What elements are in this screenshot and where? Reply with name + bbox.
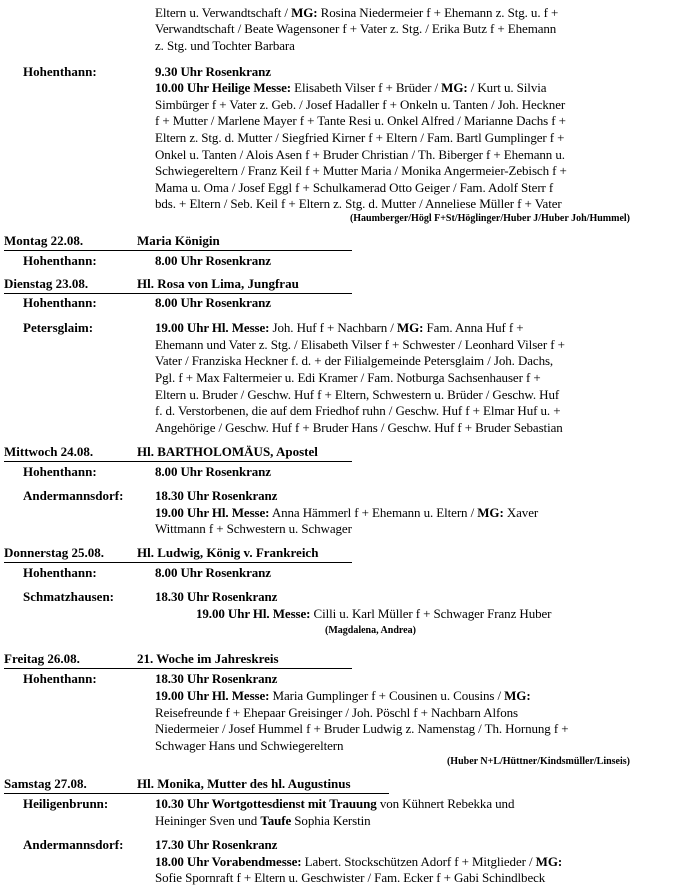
mass-line: Ehemann und Vater z. Stg. / Elisabeth Vilser f + Schwester / Leonhard Vilser f + xyxy=(155,337,565,352)
mass-line xyxy=(155,505,538,521)
day-header xyxy=(4,444,352,462)
mass-line xyxy=(155,688,531,704)
text: Fam. Anna Huf f + xyxy=(423,320,524,335)
day-date: Mittwoch 24.08. xyxy=(4,444,94,459)
text: Sophia Kerstin xyxy=(291,813,371,828)
mass-line xyxy=(155,320,524,336)
mass-label: 19.00 Uhr Hl. Messe: xyxy=(155,688,270,703)
day-header xyxy=(4,545,352,563)
mass-label: 19.00 Uhr Hl. Messe: xyxy=(196,606,311,621)
mass-line xyxy=(155,80,546,96)
location-label: Andermannsdorf: xyxy=(23,837,124,852)
mass-label: 10.00 Uhr Heilige Messe: xyxy=(155,80,291,95)
mass-line: Simbürger f + Vater z. Geb. / Josef Hadaller f + Onkeln u. Tanten / Joh. Heckner xyxy=(155,97,566,112)
mass-line: Pgl. f + Max Faltermeier u. Edi Kramer / Fam. Notburga Sachsenhauser f + xyxy=(155,370,541,385)
day-feast: Hl. Ludwig, König v. Frankreich xyxy=(137,545,319,560)
text: / Kurt u. Silvia xyxy=(467,80,547,95)
mg-label: MG: xyxy=(477,505,504,520)
day-feast: Maria Königin xyxy=(137,233,220,248)
location-label: Schmatzhausen: xyxy=(23,589,115,604)
day-date: Montag 22.08. xyxy=(4,233,84,248)
rosary-time: 18.30 Uhr Rosenkranz xyxy=(155,488,278,503)
rosary-time: 17.30 Uhr Rosenkranz xyxy=(155,837,278,852)
mass-line: Schwiegereltern / Franz Keil f + Mutter Maria / Monika Angermeier-Zebisch f + xyxy=(155,163,567,178)
location-label: Hohenthann: xyxy=(23,565,97,580)
day-header xyxy=(4,233,352,251)
mass-line xyxy=(196,606,551,622)
mass-line: Sofie Spornraft f + Eltern u. Geschwister / Fam. Ecker f + Gabi Schindlbeck xyxy=(155,870,546,885)
mass-line: Vater / Franziska Heckner f. d. + der Filialgemeinde Petersglaim / Joh. Dachs, xyxy=(155,353,554,368)
mass-line: Eltern z. Stg. d. Mutter / Siegfried Kirner f + Eltern / Fam. Bartl Gumplinger f + xyxy=(155,130,565,145)
mass-line: bds. + Eltern / Seb. Keil f + Eltern z. Stg. d. Mutter / Anneliese Müller f + Vater xyxy=(155,196,562,211)
mass-line: f + Mutter / Marlene Mayer f + Tante Resi u. Onkel Alfred / Marianne Dachs f + xyxy=(155,113,566,128)
rosary-time: 8.00 Uhr Rosenkranz xyxy=(155,464,271,479)
mass-line: Angehörige / Geschw. Huf f + Bruder Hans / Geschw. Huf f + Bruder Sebastian xyxy=(155,420,563,435)
text: Anna Hämmerl f + Ehemann u. Eltern / xyxy=(269,505,478,520)
day-header xyxy=(4,651,352,669)
mass-line: Reisefreunde f + Ehepaar Greisinger / Joh. Pöschl f + Nachbarn Alfons xyxy=(155,705,518,720)
day-feast: Hl. BARTHOLOMÄUS, Apostel xyxy=(137,444,318,459)
mass-label: 19.00 Uhr Hl. Messe: xyxy=(155,320,270,335)
intro-line: z. Stg. und Tochter Barbara xyxy=(155,38,295,53)
rosary-time: 18.30 Uhr Rosenkranz xyxy=(155,589,278,604)
mass-label: 19.00 Uhr Hl. Messe: xyxy=(155,505,270,520)
day-feast: 21. Woche im Jahreskreis xyxy=(137,651,279,666)
mass-line: Schwager Hans und Schwiegereltern xyxy=(155,738,344,753)
day-feast: Hl. Rosa von Lima, Jungfrau xyxy=(137,276,299,291)
location-label: Hohenthann: xyxy=(23,671,97,686)
location-label: Petersglaim: xyxy=(23,320,94,335)
ministrants: (Magdalena, Andrea) xyxy=(325,625,416,636)
mass-line: Onkel u. Tanten / Alois Asen f + Bruder Christian / Th. Biberger f + Ehemann u. xyxy=(155,147,565,162)
mass-line: Mama u. Oma / Josef Eggl f + Schulkamerad Otto Geiger / Fam. Adolf Sterr f xyxy=(155,180,554,195)
mg-label: MG: xyxy=(535,854,563,869)
text: Elisabeth Vilser f + Brüder / xyxy=(291,80,442,95)
mass-label: 18.00 Uhr Vorabendmesse: xyxy=(155,854,302,869)
mg-label: MG: xyxy=(396,320,424,335)
text: Xaver xyxy=(503,505,539,520)
ministrants: (Huber N+L/Hüttner/Kindsmüller/Linseis) xyxy=(446,756,630,767)
text: von Kühnert Rebekka und xyxy=(376,796,515,811)
mg-label: MG: xyxy=(291,5,318,20)
intro-line xyxy=(155,5,558,21)
rosary-time: 18.30 Uhr Rosenkranz xyxy=(155,671,278,686)
location-label: Hohenthann: xyxy=(23,253,97,268)
ministrants: (Haumberger/Högl F+St/Höglinger/Huber J/Huber Joh/Hummel) xyxy=(349,213,630,224)
mg-label: MG: xyxy=(441,80,468,95)
location-label: Andermannsdorf: xyxy=(23,488,124,503)
day-date: Samstag 27.08. xyxy=(4,776,87,791)
mass-line xyxy=(155,854,562,870)
text: Rosina Niedermeier f + Ehemann z. Stg. u. f + xyxy=(317,5,559,20)
intro-line: Verwandtschaft / Beate Wagensoner f + Vater z. Stg. / Erika Butz f + Ehemann xyxy=(155,21,557,36)
day-feast: Hl. Monika, Mutter des hl. Augustinus xyxy=(137,776,351,791)
day-date: Freitag 26.08. xyxy=(4,651,80,666)
mass-line: Eltern u. Bruder / Geschw. Huf f + Eltern, Schwestern u. Brüder / Geschw. Huf xyxy=(155,387,560,402)
baptism-label: Taufe xyxy=(260,813,292,828)
text: Eltern u. Verwandtschaft / xyxy=(155,5,292,20)
rosary-time: 8.00 Uhr Rosenkranz xyxy=(155,253,271,268)
location-label: Hohenthann: xyxy=(23,464,97,479)
mass-line: Wittmann f + Schwestern u. Schwager xyxy=(155,521,352,536)
day-date: Dienstag 23.08. xyxy=(4,276,89,291)
day-header xyxy=(4,276,352,294)
location-label: Hohenthann: xyxy=(23,64,97,79)
service-line xyxy=(155,813,371,829)
mass-line: f. d. Verstorbenen, die auf dem Friedhof ruhn / Geschw. Huf f + Elmar Huf u. + xyxy=(155,403,561,418)
service-label: 10.30 Uhr Wortgottesdienst mit Trauung xyxy=(155,796,377,811)
rosary-time: 8.00 Uhr Rosenkranz xyxy=(155,565,271,580)
location-label: Hohenthann: xyxy=(23,295,97,310)
day-date: Donnerstag 25.08. xyxy=(4,545,105,560)
text: Maria Gumplinger f + Cousinen u. Cousins / xyxy=(269,688,505,703)
text: Heininger Sven und xyxy=(155,813,261,828)
text: Labert. Stockschützen Adorf f + Mitglieder / xyxy=(301,854,536,869)
text: Cilli u. Karl Müller f + Schwager Franz Huber xyxy=(310,606,552,621)
rosary-time: 8.00 Uhr Rosenkranz xyxy=(155,295,271,310)
location-label: Heiligenbrunn: xyxy=(23,796,109,811)
text: Joh. Huf f + Nachbarn / xyxy=(269,320,397,335)
service-line xyxy=(155,796,514,812)
mg-label: MG: xyxy=(504,688,531,703)
mass-line: Niedermeier / Josef Hummel f + Bruder Ludwig z. Namenstag / Th. Hornung f + xyxy=(155,721,569,736)
rosary-time: 9.30 Uhr Rosenkranz xyxy=(155,64,271,79)
day-header xyxy=(4,776,389,794)
